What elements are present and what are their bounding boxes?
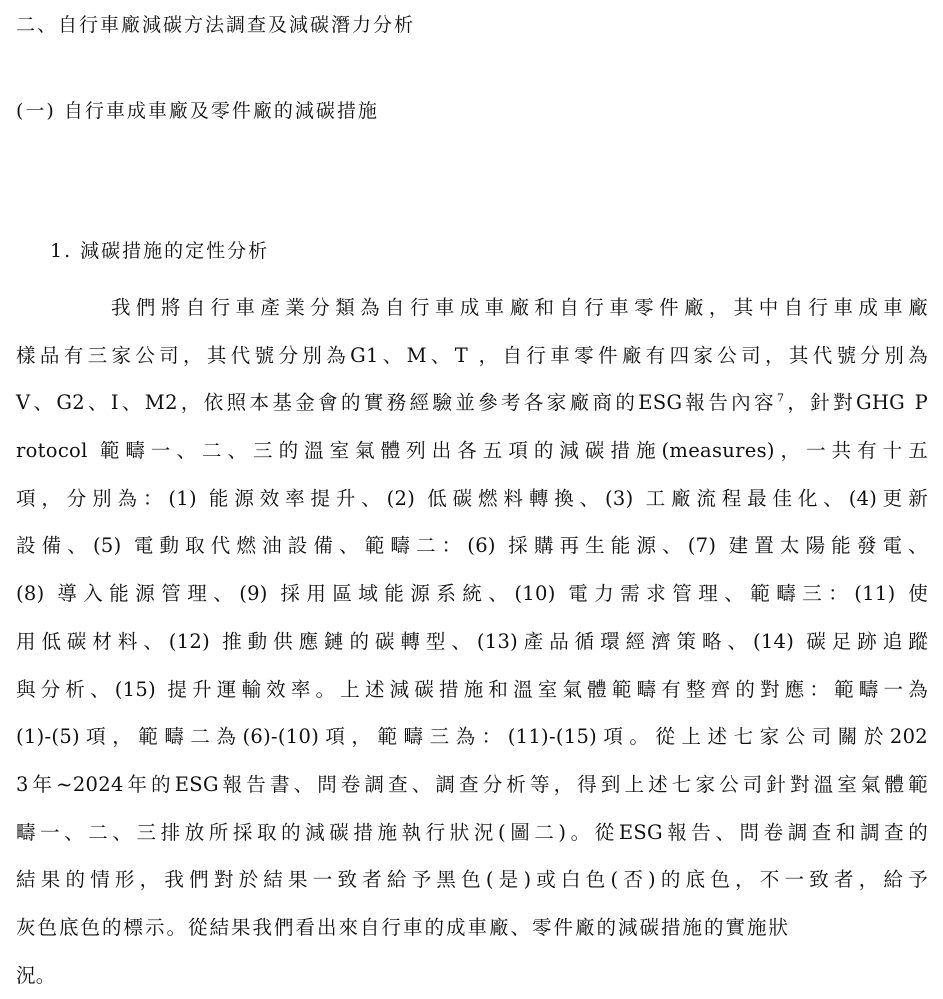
paragraph-line-text: V、G2、I、M2，依照本基金會的實務經驗並參考各家廠商的ESG報告內容 [16,391,777,415]
paragraph-line: 3年~2024年的ESG報告書、問卷調查、調查分析等，得到上述七家公司針對溫室氣體範 [16,772,928,796]
paragraph-line: 樣品有三家公司，其代號分別為G1、M、T ，自行車零件廠有四家公司，其代號分別為 [16,343,928,367]
section-heading: 二、自行車廠減碳方法調查及減碳潛力分析 [16,14,416,36]
paragraph-line: (1)-(5)項，範疇二為(6)-(10)項，範疇三為：(11)-(15)項。從上述七家公司關於202 [16,725,928,749]
paragraph-line: 結果的情形，我們對於結果一致者給予黑色(是)或白色(否)的底色，不一致者，給予 [16,868,928,892]
paragraph-line: 我們將自行車產業分類為自行車成車廠和自行車零件廠，其中自行車成車廠 [111,296,928,319]
footnote-reference[interactable]: 7 [776,391,785,405]
paragraph-line: 與分析、(15) 提升運輸效率。上述減碳措施和溫室氣體範疇有整齊的對應：範疇一為 [16,677,928,701]
paragraph-line: 灰色底色的標示。從結果我們看出來自行車的成車廠、零件廠的減碳措施的實施狀 [16,915,791,939]
body-paragraph [16,284,928,999]
subsection-heading: (一) 自行車成車廠及零件廠的減碳措施 [16,100,379,122]
paragraph-line: 疇一、二、三排放所採取的減碳措施執行狀況(圖二)。從ESG報告、問卷調查和調查的 [16,820,928,844]
paragraph-line: rotocol 範疇一、二、三的溫室氣體列出各五項的減碳措施(measures)，一共有十五 [16,439,928,463]
paragraph-line: 項，分別為：(1) 能源效率提升、(2) 低碳燃料轉換、(3) 工廠流程最佳化、(4)更新 [16,486,928,510]
paragraph-line: (8) 導入能源管理、(9) 採用區域能源系統、(10) 電力需求管理、範疇三：(11) 使 [16,582,928,606]
paragraph-line: 設備、(5) 電動取代燃油設備、範疇二：(6) 採購再生能源、(7) 建置太陽能發電、 [16,534,928,558]
paragraph-line [16,379,928,427]
paragraph-line: 況。 [16,963,56,987]
item-heading: 1. 減碳措施的定性分析 [50,240,270,262]
paragraph-line: 用低碳材料、(12) 推動供應鏈的碳轉型、(13)產品循環經濟策略、(14) 碳足跡追蹤 [16,629,928,653]
paragraph-line-tail: ，針對GHG P [784,391,928,415]
